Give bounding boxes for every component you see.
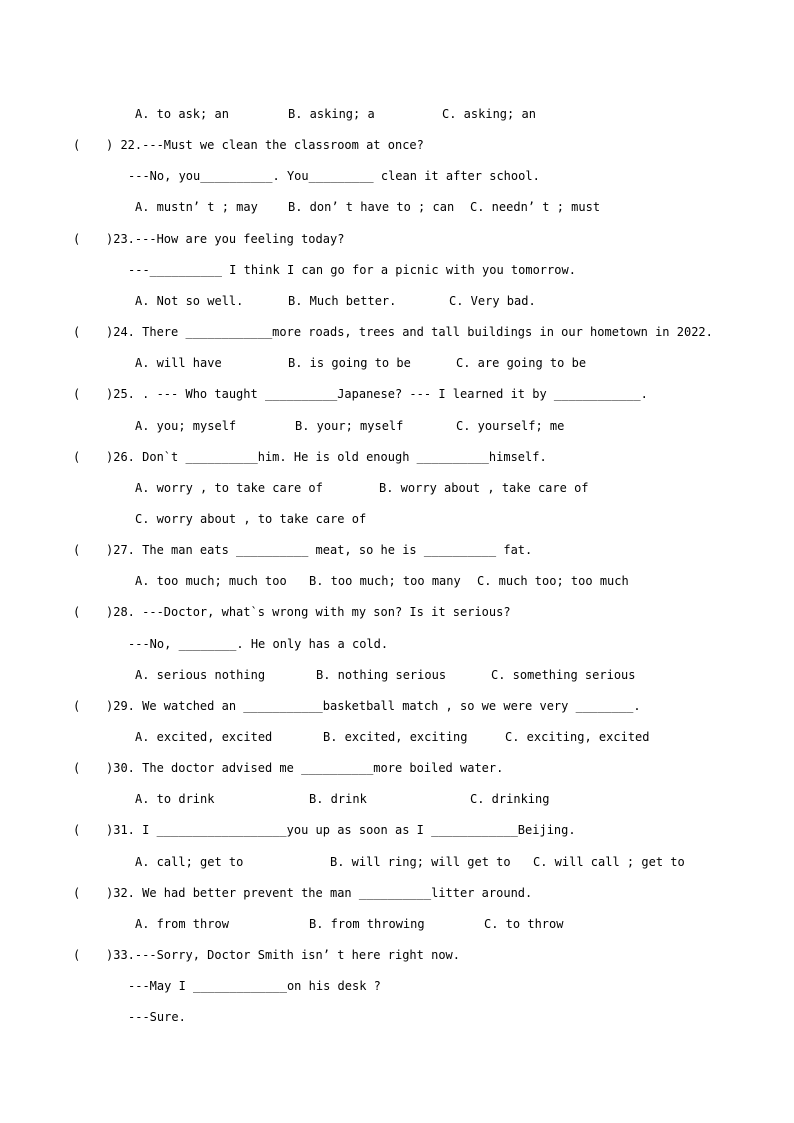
answer-option: C. to throw [484,916,564,931]
question-text: ) 22.---Must we clean the classroom at once? [106,138,424,153]
dialog-text: ---Sure. [128,1010,186,1025]
answer-paren: ( [73,605,81,620]
answer-option: C. worry about , to take care of [135,511,367,526]
answer-option: C. much too; too much [477,574,629,589]
dialog-text: ---No, you__________. You_________ clean it after school. [128,169,540,184]
question-text: )23.---How are you feeling today? [106,231,345,246]
question-text: )27. The man eats __________ meat, so he is __________ fat. [106,543,533,558]
answer-option: B. from throwing [309,916,425,931]
answer-option: B. drink [309,792,367,807]
answer-option: B. asking; a [288,107,375,121]
answer-option: A. too much; much too [135,574,287,589]
dialog-text: ---May I _____________on his desk ? [128,979,381,994]
answer-option: B. Much better. [288,293,397,308]
answer-paren: ( [73,543,81,558]
answer-option: C. Very bad. [449,293,536,308]
answer-paren: ( [73,449,81,464]
question-text: )24. There ____________more roads, trees and tall buildings in our hometown in 2022. [106,325,713,340]
answer-option: C. something serious [491,667,636,682]
answer-option: A. will have [135,356,222,371]
dialog-text: ---No, ________. He only has a cold. [128,636,389,651]
answer-option: B. excited, exciting [323,730,468,744]
answer-option: B. worry about , take care of [379,480,589,495]
question-text: )31. I __________________you up as soon as I ____________Beijing. [106,823,576,838]
answer-option: B. nothing serious [316,667,447,682]
answer-option: C. are going to be [456,356,587,371]
dialog-text: ---__________ I think I can go for a picnic with you tomorrow. [128,262,576,277]
answer-paren: ( [73,823,81,838]
question-text: )28. ---Doctor, what`s wrong with my son? Is it serious? [106,605,511,620]
question-text: )33.---Sorry, Doctor Smith isn’ t here right now. [106,948,461,963]
question-text: )30. The doctor advised me __________more boiled water. [106,761,504,776]
answer-option: A. you; myself [135,418,237,433]
answer-option: A. to ask; an [135,107,229,121]
answer-paren: ( [73,231,81,246]
answer-paren: ( [73,387,81,402]
question-text: )25. . --- Who taught __________Japanese? --- I learned it by ____________. [106,387,648,402]
answer-paren: ( [73,948,81,963]
answer-option: A. worry , to take care of [135,480,323,495]
answer-option: B. too much; too many [309,574,461,589]
answer-option: B. is going to be [288,356,411,371]
answer-paren: ( [73,138,81,153]
answer-option: C. needn’ t ; must [470,200,601,215]
answer-option: B. will ring; will get to [330,854,511,869]
answer-option: A. from throw [135,916,229,931]
answer-paren: ( [73,885,81,900]
answer-paren: ( [73,325,81,340]
answer-option: C. will call ; get to [533,854,685,869]
question-text: )26. Don`t __________him. He is old enough __________himself. [106,449,547,464]
answer-option: A. call; get to [135,854,244,869]
answer-option: C. yourself; me [456,418,565,433]
answer-option: C. drinking [470,792,550,807]
answer-option: A. mustn’ t ; may [135,200,258,215]
question-text: )29. We watched an ___________basketball match , so we were very ________. [106,698,641,713]
answer-paren: ( [73,698,81,713]
answer-option: A. Not so well. [135,293,244,308]
answer-option: C. asking; an [442,107,536,121]
answer-option: B. your; myself [295,418,404,433]
answer-option: A. serious nothing [135,667,266,682]
question-text: )32. We had better prevent the man __________litter around. [106,885,533,900]
answer-option: A. excited, excited [135,730,273,744]
answer-option: A. to drink [135,792,215,807]
answer-paren: ( [73,761,81,776]
answer-option: C. exciting, excited [505,730,650,744]
answer-option: B. don’ t have to ; can [288,200,455,215]
